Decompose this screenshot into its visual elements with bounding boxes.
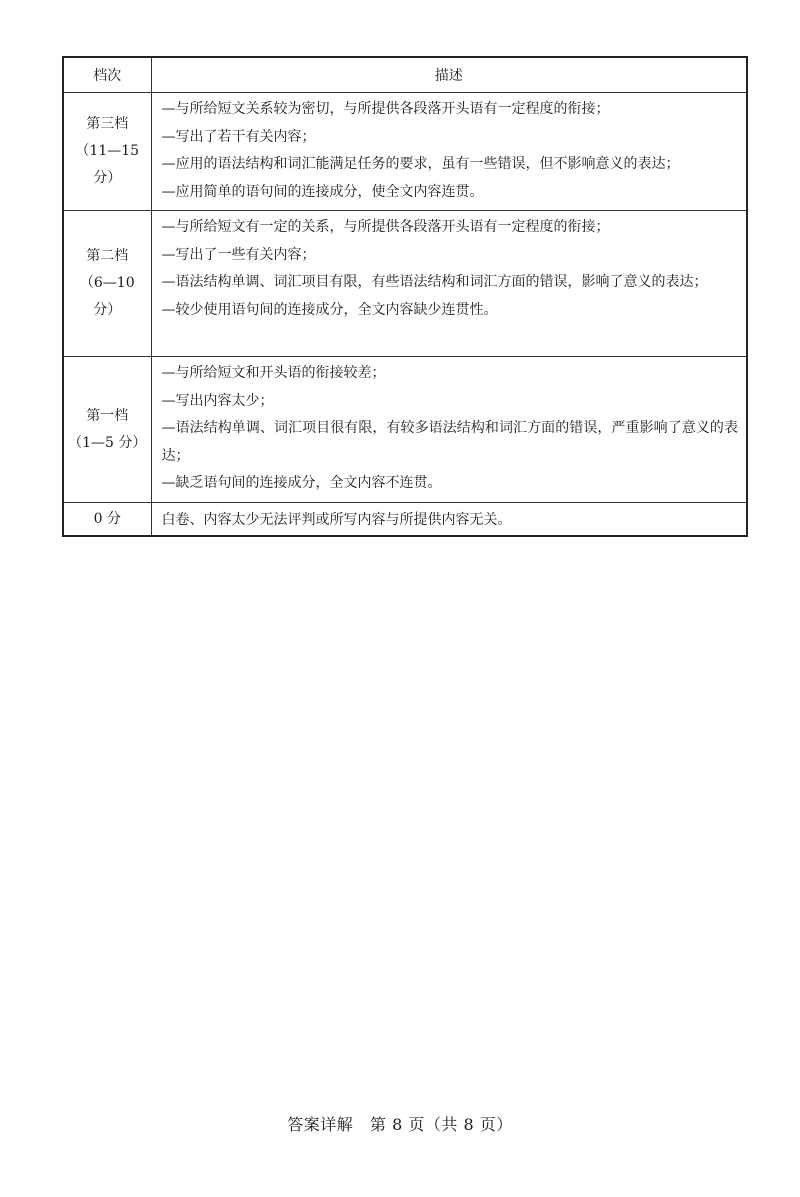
criterion-item: —与所给短文和开头语的衔接较差； (161, 365, 386, 381)
footer-page-number: 第 8 页（共 8 页） (370, 1115, 513, 1134)
criterion-item: —与所给短文有一定的关系，与所提供各段落开头语有一定程度的衔接； (161, 219, 610, 235)
criterion-item: —语法结构单调、词汇项目有限，有些语法结构和词汇方面的错误，影响了意义的表达； (161, 274, 708, 290)
criterion-item: —写出内容太少； (161, 392, 274, 409)
level-range: （11—15 分） (75, 143, 140, 186)
header-description: 描述 (151, 57, 747, 93)
level-name: 第一档 (86, 407, 129, 424)
table-row-zero (63, 503, 747, 537)
header-level: 档次 (63, 57, 151, 93)
table-row-level-3 (63, 93, 747, 211)
criterion-item: —应用的语法结构和词汇能满足任务的要求，虽有一些错误，但不影响意义的表达； (161, 156, 680, 172)
level-range: （6—10 分） (79, 275, 135, 318)
criterion-item: —缺乏语句间的连接成分，全文内容不连贯。 (161, 475, 442, 491)
table-row-level-1 (63, 357, 747, 503)
level-cell (63, 357, 151, 503)
criterion-item: —写出了一些有关内容； (161, 246, 316, 263)
zero-level-cell: 0 分 (63, 503, 151, 537)
description-cell (151, 357, 747, 503)
criterion-item: —语法结构单调、词汇项目很有限，有较多语法结构和词汇方面的错误，严重影响了意义的表达； (161, 420, 738, 464)
zero-description-cell: 白卷、内容太少无法评判或所写内容与所提供内容无关。 (151, 503, 747, 537)
level-name: 第二档 (86, 248, 129, 264)
criterion-item: —与所给短文关系较为密切，与所提供各段落开头语有一定程度的衔接； (161, 101, 610, 117)
description-cell (151, 93, 747, 211)
criterion-item: —较少使用语句间的连接成分，全文内容缺少连贯性。 (161, 301, 498, 318)
level-cell (63, 93, 151, 211)
footer-title: 答案详解 (287, 1115, 354, 1134)
level-name: 第三档 (86, 116, 129, 132)
level-cell (63, 211, 151, 357)
page-footer (0, 1112, 800, 1135)
description-cell (151, 211, 747, 357)
level-range: （1—5 分） (68, 434, 147, 451)
criterion-item: —应用简单的语句间的连接成分，使全文内容连贯。 (161, 183, 484, 200)
scoring-rubric-table (62, 56, 748, 537)
table-header-row (63, 57, 747, 93)
table-row-level-2 (63, 211, 747, 357)
criterion-item: —写出了若干有关内容； (161, 128, 316, 145)
